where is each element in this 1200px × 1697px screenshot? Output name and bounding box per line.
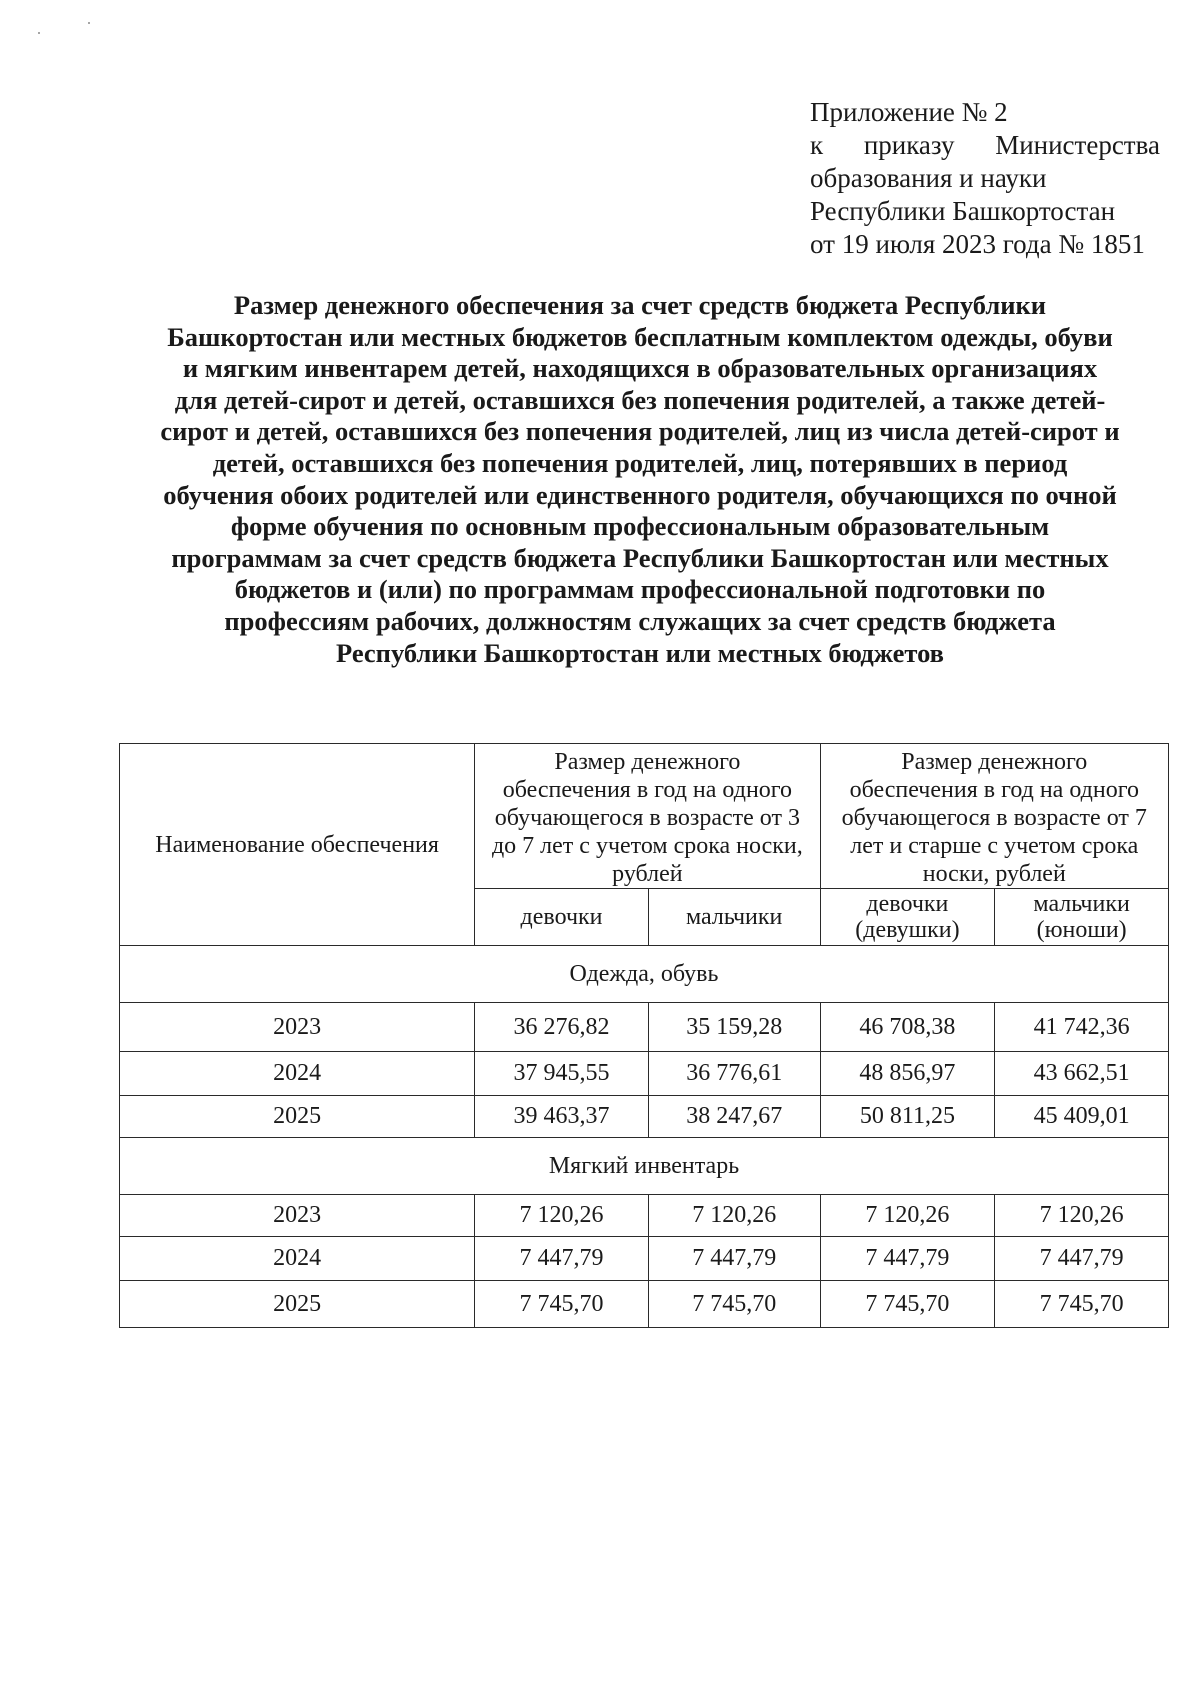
cell-value: 7 447,79 <box>995 1237 1169 1281</box>
section-title: Одежда, обувь <box>120 946 1169 1003</box>
header-text-line: лет и старше с учетом срока <box>850 833 1139 859</box>
appendix-date-line: от 19 июля 2023 года № 1851 <box>810 229 1145 259</box>
table-row <box>120 1003 1169 1052</box>
title-line: программам за счет средств бюджета Республики Башкортостан или местных <box>171 542 1109 573</box>
document-title <box>110 290 1170 669</box>
table-row <box>120 1195 1169 1237</box>
title-line: профессиям рабочих, должностям служащих за счет средств бюджета <box>224 605 1056 636</box>
title-line: для детей-сирот и детей, оставшихся без попечения родителей, а также детей- <box>174 384 1106 415</box>
appendix-republic-line: Республики Башкортостан <box>810 196 1116 226</box>
title-line: детей, оставшихся без попечения родителей, лиц, потерявших в период <box>212 447 1068 478</box>
title-line: форме обучения по основным профессиональным образовательным <box>230 511 1050 542</box>
cell-value: 7 745,70 <box>648 1281 820 1328</box>
header-text-line: обеспечения в год на одного <box>849 777 1139 803</box>
cell-value: 35 159,28 <box>648 1003 820 1052</box>
cell-value: 43 662,51 <box>995 1052 1169 1096</box>
header-text-line: обучающегося в возрасте от 3 <box>494 805 800 831</box>
header-text-line: до 7 лет с учетом срока носки, <box>491 833 803 859</box>
section-row-clothing <box>120 946 1169 1003</box>
cell-year: 2024 <box>120 1052 475 1096</box>
header-age-7-plus <box>820 744 1168 889</box>
header-text-line: обеспечения в год на одного <box>502 777 793 803</box>
subheader-girls-young-women <box>820 889 995 946</box>
cell-year: 2023 <box>120 1195 475 1237</box>
allowance-table <box>119 743 1169 1328</box>
subheader-boys: мальчики <box>648 889 820 946</box>
table-row <box>120 1237 1169 1281</box>
subheader-line: девочки <box>866 891 949 917</box>
table-row <box>120 1096 1169 1138</box>
appendix-number: Приложение № 2 <box>810 97 1008 127</box>
cell-value: 50 811,25 <box>820 1096 995 1138</box>
cell-year: 2025 <box>120 1096 475 1138</box>
cell-value: 48 856,97 <box>820 1052 995 1096</box>
subheader-boys-young-men <box>995 889 1169 946</box>
scan-speck <box>38 32 40 34</box>
table-row <box>120 1281 1169 1328</box>
table-header-row <box>120 744 1169 889</box>
cell-year: 2023 <box>120 1003 475 1052</box>
subheader-girls: девочки <box>475 889 649 946</box>
header-text-line: обучающегося в возрасте от 7 <box>841 805 1147 831</box>
appendix-ministry-line: образования и науки <box>810 163 1047 193</box>
header-text-line: Размер денежного <box>554 749 741 775</box>
cell-value: 36 776,61 <box>648 1052 820 1096</box>
title-line: бюджетов и (или) по программам профессиональной подготовки по <box>234 574 1046 605</box>
appendix-reference <box>810 96 1160 261</box>
cell-value: 7 745,70 <box>475 1281 649 1328</box>
cell-value: 7 120,26 <box>648 1195 820 1237</box>
scan-speck <box>88 22 90 24</box>
section-title: Мягкий инвентарь <box>120 1138 1169 1195</box>
cell-value: 41 742,36 <box>995 1003 1169 1052</box>
header-text-line: носки, рублей <box>922 861 1066 887</box>
table-row <box>120 1052 1169 1096</box>
cell-value: 7 120,26 <box>995 1195 1169 1237</box>
cell-value: 38 247,67 <box>648 1096 820 1138</box>
cell-year: 2025 <box>120 1281 475 1328</box>
subheader-line: (юноши) <box>1036 917 1127 943</box>
cell-value: 7 447,79 <box>475 1237 649 1281</box>
title-line: Башкортостан или местных бюджетов бесплатным комплектом одежды, обуви <box>167 321 1113 352</box>
cell-value: 39 463,37 <box>475 1096 649 1138</box>
cell-value: 45 409,01 <box>995 1096 1169 1138</box>
subheader-line: мальчики <box>1033 891 1130 917</box>
cell-value: 7 447,79 <box>820 1237 995 1281</box>
header-text-line: Размер денежного <box>901 749 1088 775</box>
header-age-3-7 <box>475 744 820 889</box>
cell-value: 7 745,70 <box>820 1281 995 1328</box>
cell-year: 2024 <box>120 1237 475 1281</box>
title-line: и мягким инвентарем детей, находящихся в образовательных организациях <box>182 353 1098 384</box>
header-text-line: рублей <box>612 861 683 887</box>
title-line: Размер денежного обеспечения за счет средств бюджета Республики <box>233 290 1047 320</box>
section-row-soft-inventory <box>120 1138 1169 1195</box>
subheader-line: (девушки) <box>855 917 960 943</box>
cell-value: 7 745,70 <box>995 1281 1169 1328</box>
appendix-order-line <box>810 129 1160 162</box>
appendix-word: Министерства <box>995 130 1160 160</box>
title-line: сирот и детей, оставшихся без попечения родителей, лиц из числа детей-сирот и <box>160 416 1120 447</box>
cell-value: 46 708,38 <box>820 1003 995 1052</box>
cell-value: 36 276,82 <box>475 1003 649 1052</box>
appendix-word: к <box>810 130 824 160</box>
cell-value: 7 120,26 <box>475 1195 649 1237</box>
appendix-word: приказу <box>863 130 955 160</box>
cell-value: 37 945,55 <box>475 1052 649 1096</box>
cell-value: 7 120,26 <box>820 1195 995 1237</box>
title-line: обучения обоих родителей или единственного родителя, обучающихся по очной <box>163 479 1117 510</box>
title-line: Республики Башкортостан или местных бюджетов <box>336 637 944 668</box>
cell-value: 7 447,79 <box>648 1237 820 1281</box>
header-provision-name: Наименование обеспечения <box>120 744 475 946</box>
